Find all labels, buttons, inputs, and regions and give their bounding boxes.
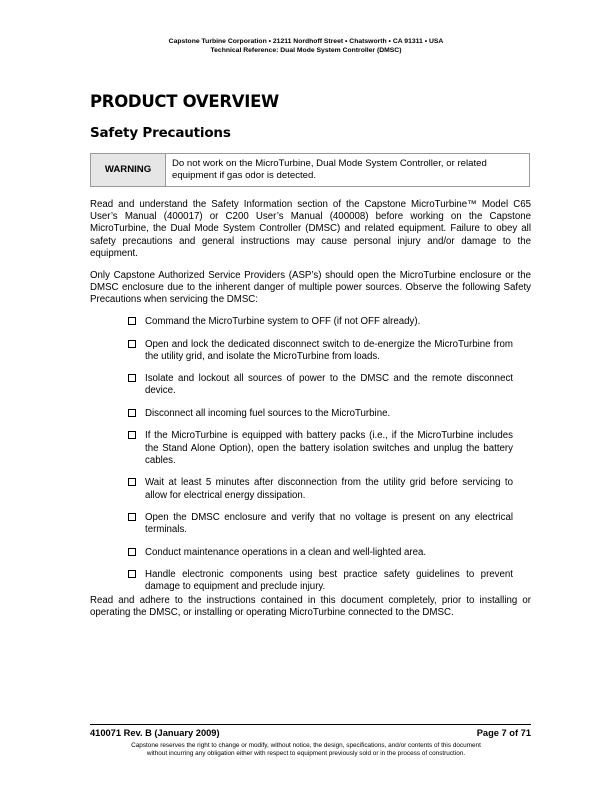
disclaimer-line: Capstone reserves the right to change or modify, without notice, the design, specifications, and/or contents of this document [131, 742, 481, 749]
list-item-text: Isolate and lockout all sources of power to the DMSC and the remote disconnect device. [145, 373, 513, 397]
list-item-text: Command the MicroTurbine system to OFF (if not OFF already). [145, 316, 421, 327]
list-item-text: Wait at least 5 minutes after disconnection from the utility grid before servicing to allow for electrical energy dissipation. [145, 477, 513, 501]
paragraph-text: Read and adhere to the instructions contained in this document completely, prior to installing or operating the DMSC, or installing or operating MicroTurbine connected to the DMSC. [90, 595, 531, 619]
paragraph-text: Only Capstone Authorized Service Providers (ASP’s) should open the MicroTurbine enclosure or the DMSC enclosure due to the inherent danger of multiple power sources. Observe the following Safety Precautions when servicing the DMSC: [90, 270, 531, 306]
checkbox-square-icon [128, 570, 136, 578]
footer-divider [90, 724, 531, 725]
list-item [128, 408, 513, 420]
checkbox-square-icon [128, 409, 136, 417]
footer-doc-id: 410071 Rev. B (January 2009) [90, 728, 220, 738]
list-item [128, 477, 513, 501]
page-title: PRODUCT OVERVIEW [90, 92, 279, 111]
list-item-text: Conduct maintenance operations in a clean and well-lighted area. [145, 546, 427, 558]
warning-label: WARNING [91, 154, 166, 187]
asp-paragraph [90, 270, 531, 307]
list-item [128, 339, 513, 363]
warning-text: Do not work on the MicroTurbine, Dual Mode System Controller, or related equipment if gas odor is detected. [166, 154, 530, 187]
section-title: Safety Precautions [90, 125, 231, 141]
closing-paragraph [90, 595, 531, 619]
header-address: Capstone Turbine Corporation • 21211 Nordhoff Street • Chatsworth • CA 91311 • USA [168, 38, 444, 45]
checkbox-square-icon [128, 374, 136, 382]
list-item [128, 316, 513, 328]
list-item-text: If the MicroTurbine is equipped with battery packs (i.e., if the MicroTurbine includes the Stand Alone Option), open the battery isolation switches and unplug the battery cables. [145, 430, 513, 466]
list-item-text: Open and lock the dedicated disconnect switch to de-energize the MicroTurbine from the utility grid, and isolate the MicroTurbine from loads. [145, 338, 513, 362]
paragraph-text: Read and understand the Safety Information section of the Capstone MicroTurbine™ Model C65 User’s Manual (400017) or C200 User’s Manual (400008) before working on the Capstone MicroTurbine, the Dual Mode System Controller (DMSC) and related equipment. Failure to obey all safety precautions and general instructions may cause personal injury and/or damage to the equipment. [90, 199, 531, 259]
checkbox-square-icon [128, 513, 136, 521]
checkbox-square-icon [128, 431, 136, 439]
checkbox-square-icon [128, 340, 136, 348]
list-item [128, 430, 513, 467]
footer-disclaimer [0, 742, 612, 759]
header-doc-title: Technical Reference: Dual Mode System Controller (DMSC) [210, 47, 402, 54]
page-header [0, 37, 612, 55]
safety-precautions-list [128, 316, 513, 604]
warning-box [90, 153, 530, 187]
disclaimer-line: without incurring any obligation either with respect to equipment previously sold or in the process of construction. [146, 750, 466, 758]
list-item-text: Open the DMSC enclosure and verify that no voltage is present on any electrical terminals. [145, 512, 513, 536]
footer-page-number: Page 7 of 71 [476, 728, 531, 738]
checkbox-square-icon [128, 317, 136, 325]
checkbox-square-icon [128, 478, 136, 486]
list-item [128, 373, 513, 397]
list-item-text: Disconnect all incoming fuel sources to the MicroTurbine. [145, 407, 391, 419]
list-item [128, 547, 513, 559]
list-item [128, 569, 513, 593]
list-item-text: Handle electronic components using best practice safety guidelines to prevent damage to equipment and preclude injury. [145, 569, 513, 593]
intro-paragraph [90, 199, 531, 260]
checkbox-square-icon [128, 548, 136, 556]
list-item [128, 512, 513, 536]
